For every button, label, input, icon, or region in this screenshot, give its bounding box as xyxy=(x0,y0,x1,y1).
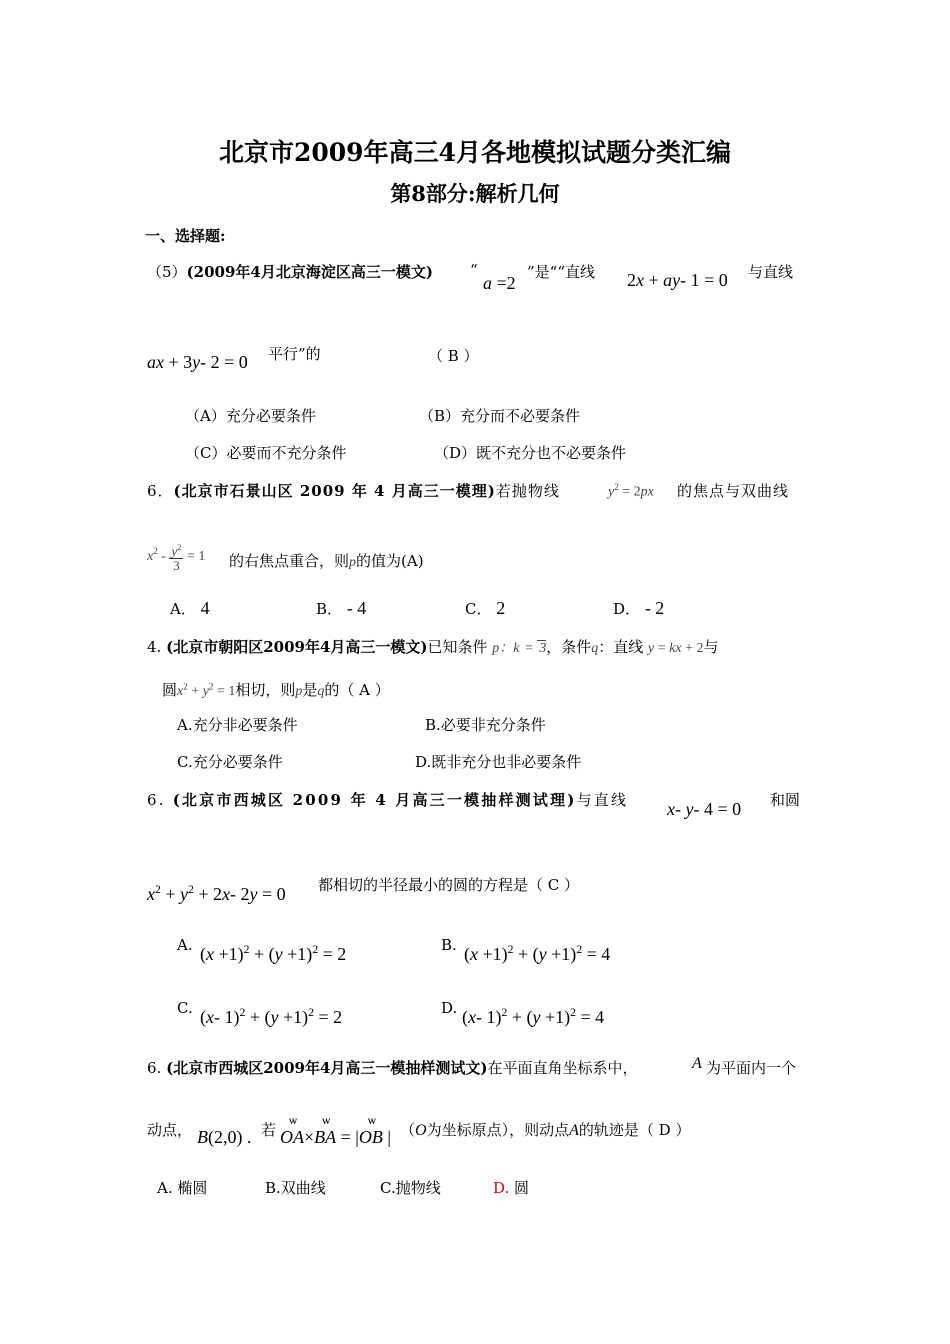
q1-line1-rest2: ”是““直线 xyxy=(527,263,596,281)
q4-line2-text: 都相切的半径最小的圆的方程是（ C ） xyxy=(318,876,580,894)
q4-option-c-label: C. xyxy=(177,999,193,1017)
q5-option-d-label: D. xyxy=(493,1179,510,1197)
q2-option-c: C． 2 xyxy=(465,598,506,618)
q3-option-a: A.充分非必要条件 xyxy=(177,716,298,734)
q4-math-circle: $x^2 + y^2 + 2x-$ 2y = 0 xyxy=(147,883,286,904)
q3-line1: 4. (北京市朝阳区2009年4月高三一模文)已知条件 p：k = 3，条件q：直线 y = kx + 2与 xyxy=(147,638,719,656)
q1-math-a: a =2 xyxy=(483,273,516,293)
q4-option-a-math: $(x +1)^2 + (y +1)^2 = 2$ xyxy=(200,943,347,964)
q5-option-b: B.双曲线 xyxy=(265,1179,326,1197)
q1-math-line2: ax + 3y- 2 = 0 xyxy=(147,352,248,372)
q1-answer: （ B ） xyxy=(428,347,479,365)
q5-math-b: B(2,0) . xyxy=(197,1127,252,1147)
q5-option-d: D. 圆 xyxy=(493,1179,530,1197)
q4-line1-end: 和圆 xyxy=(770,791,801,809)
q5-option-c: C.抛物线 xyxy=(380,1179,441,1197)
q2-line1: 6．(北京市石景山区 2009 年 4 月高三一模理)若抛物线 xyxy=(147,482,560,500)
q5-line2-start: 动点， xyxy=(147,1121,193,1139)
q1-line1: （5）(2009年4月北京海淀区高三一模文) xyxy=(147,263,433,281)
q2-math-parabola: $y^2 = 2px$ xyxy=(608,482,654,500)
q1-line2-text: 平行”的 xyxy=(268,345,321,363)
q2-option-a: A． 4 xyxy=(170,598,210,618)
q1-line1-rest: “ xyxy=(470,261,478,279)
q5-if: 若 xyxy=(261,1121,277,1139)
q1-line1-end: 与直线 xyxy=(748,263,794,281)
q1-option-c: （C）必要而不充分条件 xyxy=(185,444,347,462)
q1-math-line1: 2x + ay- 1 = 0 xyxy=(627,270,728,290)
q4-option-a-label: A. xyxy=(177,936,193,954)
q2-math-hyperbola: $x^2$ - $\frac{y^2}{3}$ = 1 xyxy=(147,542,206,574)
q2-line1-end: 的焦点与双曲线 xyxy=(677,482,790,500)
q4-option-d-label: D. xyxy=(441,999,458,1017)
q2-option-b: B． - 4 xyxy=(316,598,367,618)
q5-line1-end: 为平面内一个 xyxy=(706,1059,797,1077)
q2-line2-text: 的右焦点重合，则p的值为(A) xyxy=(229,552,424,570)
q5-math-a: A xyxy=(692,1055,702,1072)
q3-line2: 圆$x^2 + y^2 = 1$相切，则p是q的（ A ） xyxy=(162,681,390,699)
q4-line1: 6. (北京市西城区 2009 年 4 月高三一模抽样测试理)与直线 xyxy=(147,791,629,809)
q5-option-a: A. 椭圆 xyxy=(157,1179,208,1197)
q1-option-b: （B）充分而不必要条件 xyxy=(419,407,581,425)
q3-option-d: D.既非充分也非必要条件 xyxy=(415,753,582,771)
q5-line1: 6. (北京市西城区2009年4月高三一模抽样测试文)在平面直角坐标系中， xyxy=(147,1059,638,1077)
q4-math-line: x- y- 4 = 0 xyxy=(667,799,742,819)
section-heading: 一、选择题: xyxy=(145,227,226,245)
q4-option-b-math: $(x +1)^2 + (y +1)^2 = 4$ xyxy=(464,943,611,964)
q3-option-c: C.充分必要条件 xyxy=(177,753,283,771)
q1-option-a: （A）充分必要条件 xyxy=(185,407,316,425)
q1-option-d: （D）既不充分也不必要条件 xyxy=(434,444,627,462)
q5-line2-rest: （O为坐标原点），则动点A的轨迹是（ D ） xyxy=(400,1121,691,1139)
page-subtitle: 第8部分:解析几何 xyxy=(390,181,560,206)
q4-option-d-math: (x- $1)^2 + (y +1)^2 = 4$ xyxy=(462,1006,605,1027)
q4-option-c-math: (x- $1)^2 + (y +1)^2 = 2$ xyxy=(200,1006,343,1027)
q2-option-d: D． - 2 xyxy=(613,598,665,618)
q5-math-vectors: ѡ OA×ѡ BA = |ѡ OB | xyxy=(280,1127,391,1148)
q4-option-b-label: B. xyxy=(441,936,457,954)
q3-option-b: B.必要非充分条件 xyxy=(425,716,546,734)
page-title: 北京市2009年高三4月各地模拟试题分类汇编 xyxy=(219,138,731,167)
